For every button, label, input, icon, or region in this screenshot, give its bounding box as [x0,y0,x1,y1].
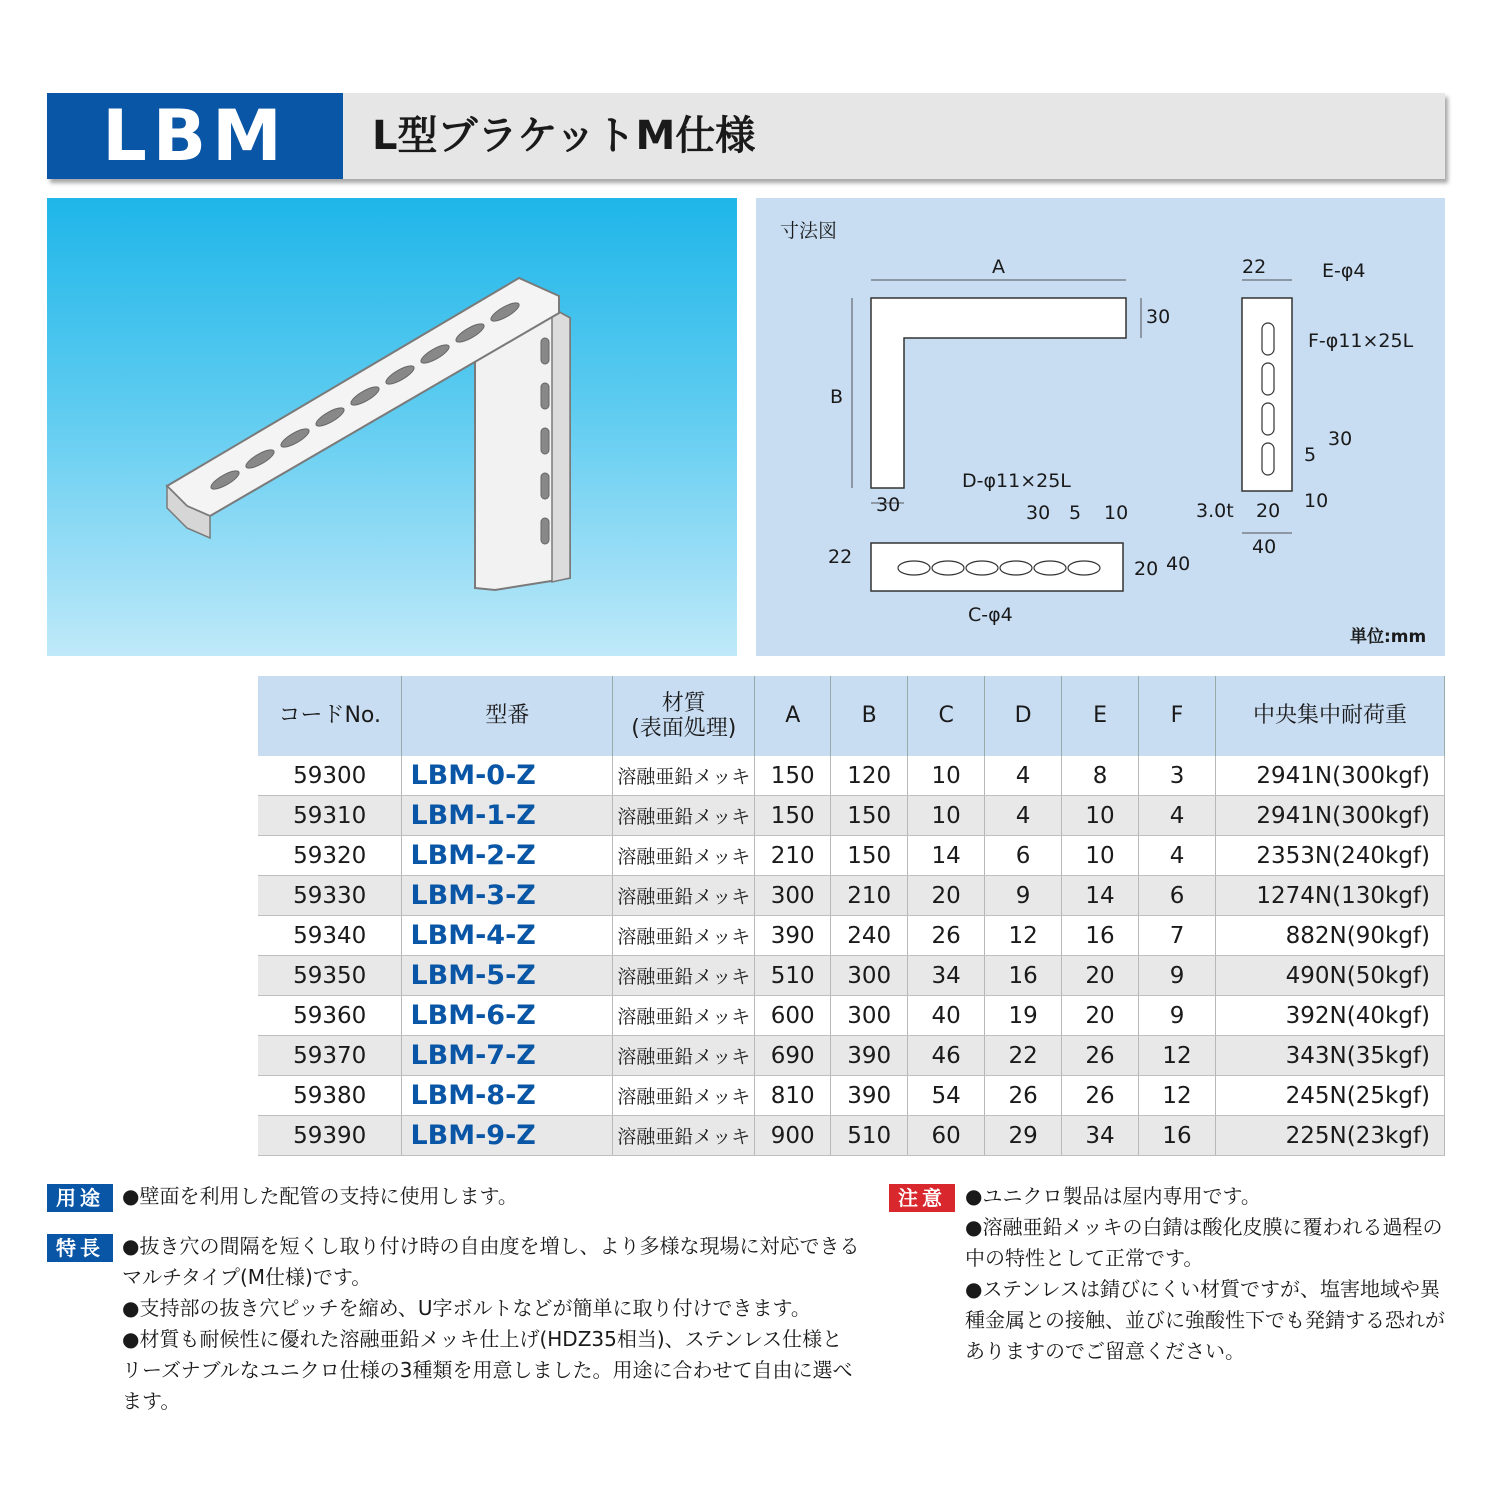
cell-B: 210 [831,876,908,916]
cell-F: 3 [1139,756,1216,796]
features-list [122,1231,862,1417]
caution-item: ●ステンレスは錆びにくい材質ですが、塩害地域や異種金属との接触、並びに強酸性下でも発錆する恐れがありますのでご留意ください。 [965,1277,1445,1363]
cell-model: LBM-6-Z [402,996,613,1036]
cell-E: 10 [1062,836,1139,876]
table-row [258,956,1445,996]
cell-B: 510 [831,1116,908,1156]
drawing-caption: 寸法図 [780,220,838,242]
feature-item: ●抜き穴の間隔を短くし取り付け時の自由度を増し、より多様な現場に対応できるマルチタイプ(M仕様)です。 [122,1234,860,1289]
cell-F: 12 [1139,1036,1216,1076]
bracket-illustration [47,198,737,656]
cell-material: 溶融亜鉛メッキ [613,876,755,916]
cell-load: 392N(40kgf) [1215,996,1444,1036]
cell-A: 900 [755,1116,831,1156]
dim-A: A [992,256,1005,278]
cell-F: 16 [1139,1116,1216,1156]
feature-item: ●材質も耐候性に優れた溶融亜鉛メッキ仕上げ(HDZ35相当)、ステンレス仕様とリーズナブルなユニクロ仕様の3種類を用意しました。用途に合わせて自由に選べます。 [122,1327,853,1413]
cell-E: 14 [1062,876,1139,916]
cell-E: 16 [1062,916,1139,956]
cell-load: 490N(50kgf) [1215,956,1444,996]
cell-C: 10 [908,756,985,796]
cell-load: 2941N(300kgf) [1215,796,1444,836]
cell-code: 59310 [258,796,402,836]
cell-C: 46 [908,1036,985,1076]
cell-load: 1274N(130kgf) [1215,876,1444,916]
cell-A: 150 [755,796,831,836]
cell-material: 溶融亜鉛メッキ [613,1076,755,1116]
cell-E: 26 [1062,1036,1139,1076]
cell-F: 4 [1139,836,1216,876]
product-photo [47,198,737,656]
cell-F: 4 [1139,796,1216,836]
col-E: E [1062,676,1139,756]
cell-C: 10 [908,796,985,836]
usage-tag: 用途 [47,1184,113,1212]
cell-E: 20 [1062,996,1139,1036]
cell-D: 29 [985,1116,1062,1156]
table-row [258,1036,1445,1076]
col-C: C [908,676,985,756]
cell-D: 9 [985,876,1062,916]
col-load: 中央集中耐荷重 [1215,676,1444,756]
cell-model: LBM-4-Z [402,916,613,956]
cell-material: 溶融亜鉛メッキ [613,836,755,876]
cell-E: 34 [1062,1116,1139,1156]
usage-text: ●壁面を利用した配管の支持に使用します。 [122,1184,518,1208]
cell-load: 882N(90kgf) [1215,916,1444,956]
dim-30-pitch: 30 [1026,502,1051,524]
cell-B: 390 [831,1036,908,1076]
cell-F: 9 [1139,996,1216,1036]
cell-C: 20 [908,876,985,916]
dim-40: 40 [1166,553,1191,575]
dim-30-left: 30 [876,494,901,516]
dim-5: 5 [1069,502,1082,524]
cell-code: 59320 [258,836,402,876]
cell-A: 390 [755,916,831,956]
col-A: A [755,676,831,756]
cell-B: 300 [831,996,908,1036]
series-code: LBM [47,93,343,179]
cell-C: 60 [908,1116,985,1156]
cell-A: 150 [755,756,831,796]
cell-model: LBM-3-Z [402,876,613,916]
cell-F: 9 [1139,956,1216,996]
cell-A: 600 [755,996,831,1036]
cell-B: 150 [831,836,908,876]
cell-model: LBM-5-Z [402,956,613,996]
cell-A: 210 [755,836,831,876]
dim-22-left: 22 [828,546,853,568]
cell-B: 300 [831,956,908,996]
dimension-drawing [756,198,1445,656]
cell-load: 343N(35kgf) [1215,1036,1444,1076]
cell-model: LBM-7-Z [402,1036,613,1076]
cell-E: 8 [1062,756,1139,796]
table-row [258,756,1445,796]
cell-C: 14 [908,836,985,876]
features-tag: 特長 [47,1234,113,1262]
dim-20-bottom: 20 [1256,500,1281,522]
dim-E-hole: E-φ4 [1322,260,1366,282]
col-code: コードNo. [258,676,402,756]
cell-D: 19 [985,996,1062,1036]
col-F: F [1139,676,1216,756]
cell-load: 2353N(240kgf) [1215,836,1444,876]
cell-load: 225N(23kgf) [1215,1116,1444,1156]
dim-10: 10 [1104,502,1129,524]
dim-30-side: 30 [1328,428,1353,450]
col-B: B [831,676,908,756]
cell-material: 溶融亜鉛メッキ [613,796,755,836]
cell-code: 59380 [258,1076,402,1116]
cell-D: 4 [985,756,1062,796]
col-material: 材質 (表面処理) [613,676,755,756]
cell-D: 22 [985,1036,1062,1076]
cell-model: LBM-2-Z [402,836,613,876]
dim-40-bottom: 40 [1252,536,1277,558]
cell-load: 2941N(300kgf) [1215,756,1444,796]
dim-10-side: 10 [1304,490,1329,512]
cell-material: 溶融亜鉛メッキ [613,996,755,1036]
table-row [258,996,1445,1036]
cell-load: 245N(25kgf) [1215,1076,1444,1116]
feature-item: ●支持部の抜き穴ピッチを縮め、U字ボルトなどが簡単に取り付けできます。 [122,1296,811,1320]
cell-F: 7 [1139,916,1216,956]
cell-D: 16 [985,956,1062,996]
cell-code: 59330 [258,876,402,916]
cell-B: 240 [831,916,908,956]
caution-list [965,1181,1445,1367]
cell-E: 20 [1062,956,1139,996]
dim-B: B [830,386,844,408]
dim-F-hole: F-φ11×25L [1308,330,1414,352]
cell-B: 150 [831,796,908,836]
cell-C: 40 [908,996,985,1036]
cell-D: 6 [985,836,1062,876]
cell-material: 溶融亜鉛メッキ [613,756,755,796]
cell-A: 510 [755,956,831,996]
cell-code: 59390 [258,1116,402,1156]
page-title: L型ブラケットM仕様 [372,113,756,159]
cell-C: 26 [908,916,985,956]
cell-model: LBM-1-Z [402,796,613,836]
cell-code: 59300 [258,756,402,796]
table-header-row [258,676,1445,756]
cell-code: 59350 [258,956,402,996]
table-row [258,876,1445,916]
dim-thickness: 3.0t [1196,500,1234,522]
cell-F: 12 [1139,1076,1216,1116]
table-row [258,796,1445,836]
caution-item: ●溶融亜鉛メッキの白錆は酸化皮膜に覆われる過程の中の特性として正常です。 [965,1215,1443,1270]
cell-A: 300 [755,876,831,916]
cell-C: 54 [908,1076,985,1116]
unit-label: 単位:mm [1350,627,1427,647]
caution-tag: 注意 [889,1184,955,1212]
cell-E: 26 [1062,1076,1139,1116]
table-row [258,1116,1445,1156]
cell-model: LBM-0-Z [402,756,613,796]
cell-model: LBM-9-Z [402,1116,613,1156]
cell-material: 溶融亜鉛メッキ [613,916,755,956]
cell-code: 59370 [258,1036,402,1076]
table-row [258,836,1445,876]
dim-C-hole: C-φ4 [968,604,1013,626]
table-row [258,916,1445,956]
cell-code: 59340 [258,916,402,956]
cell-E: 10 [1062,796,1139,836]
cell-material: 溶融亜鉛メッキ [613,1036,755,1076]
cell-code: 59360 [258,996,402,1036]
table-row [258,1076,1445,1116]
col-D: D [985,676,1062,756]
dim-D-hole: D-φ11×25L [962,470,1071,492]
cell-material: 溶融亜鉛メッキ [613,956,755,996]
cell-D: 26 [985,1076,1062,1116]
cell-D: 4 [985,796,1062,836]
col-model: 型番 [402,676,613,756]
caution-item: ●ユニクロ製品は屋内専用です。 [965,1184,1261,1208]
cell-B: 120 [831,756,908,796]
cell-model: LBM-8-Z [402,1076,613,1116]
dim-20: 20 [1134,558,1159,580]
page-header [47,93,1445,179]
dim-22-side: 22 [1242,256,1267,278]
spec-table [258,676,1445,1156]
cell-F: 6 [1139,876,1216,916]
cell-B: 390 [831,1076,908,1116]
dim-30-top: 30 [1146,306,1171,328]
cell-A: 690 [755,1036,831,1076]
cell-material: 溶融亜鉛メッキ [613,1116,755,1156]
dim-5-side: 5 [1304,444,1317,466]
cell-A: 810 [755,1076,831,1116]
cell-D: 12 [985,916,1062,956]
cell-C: 34 [908,956,985,996]
